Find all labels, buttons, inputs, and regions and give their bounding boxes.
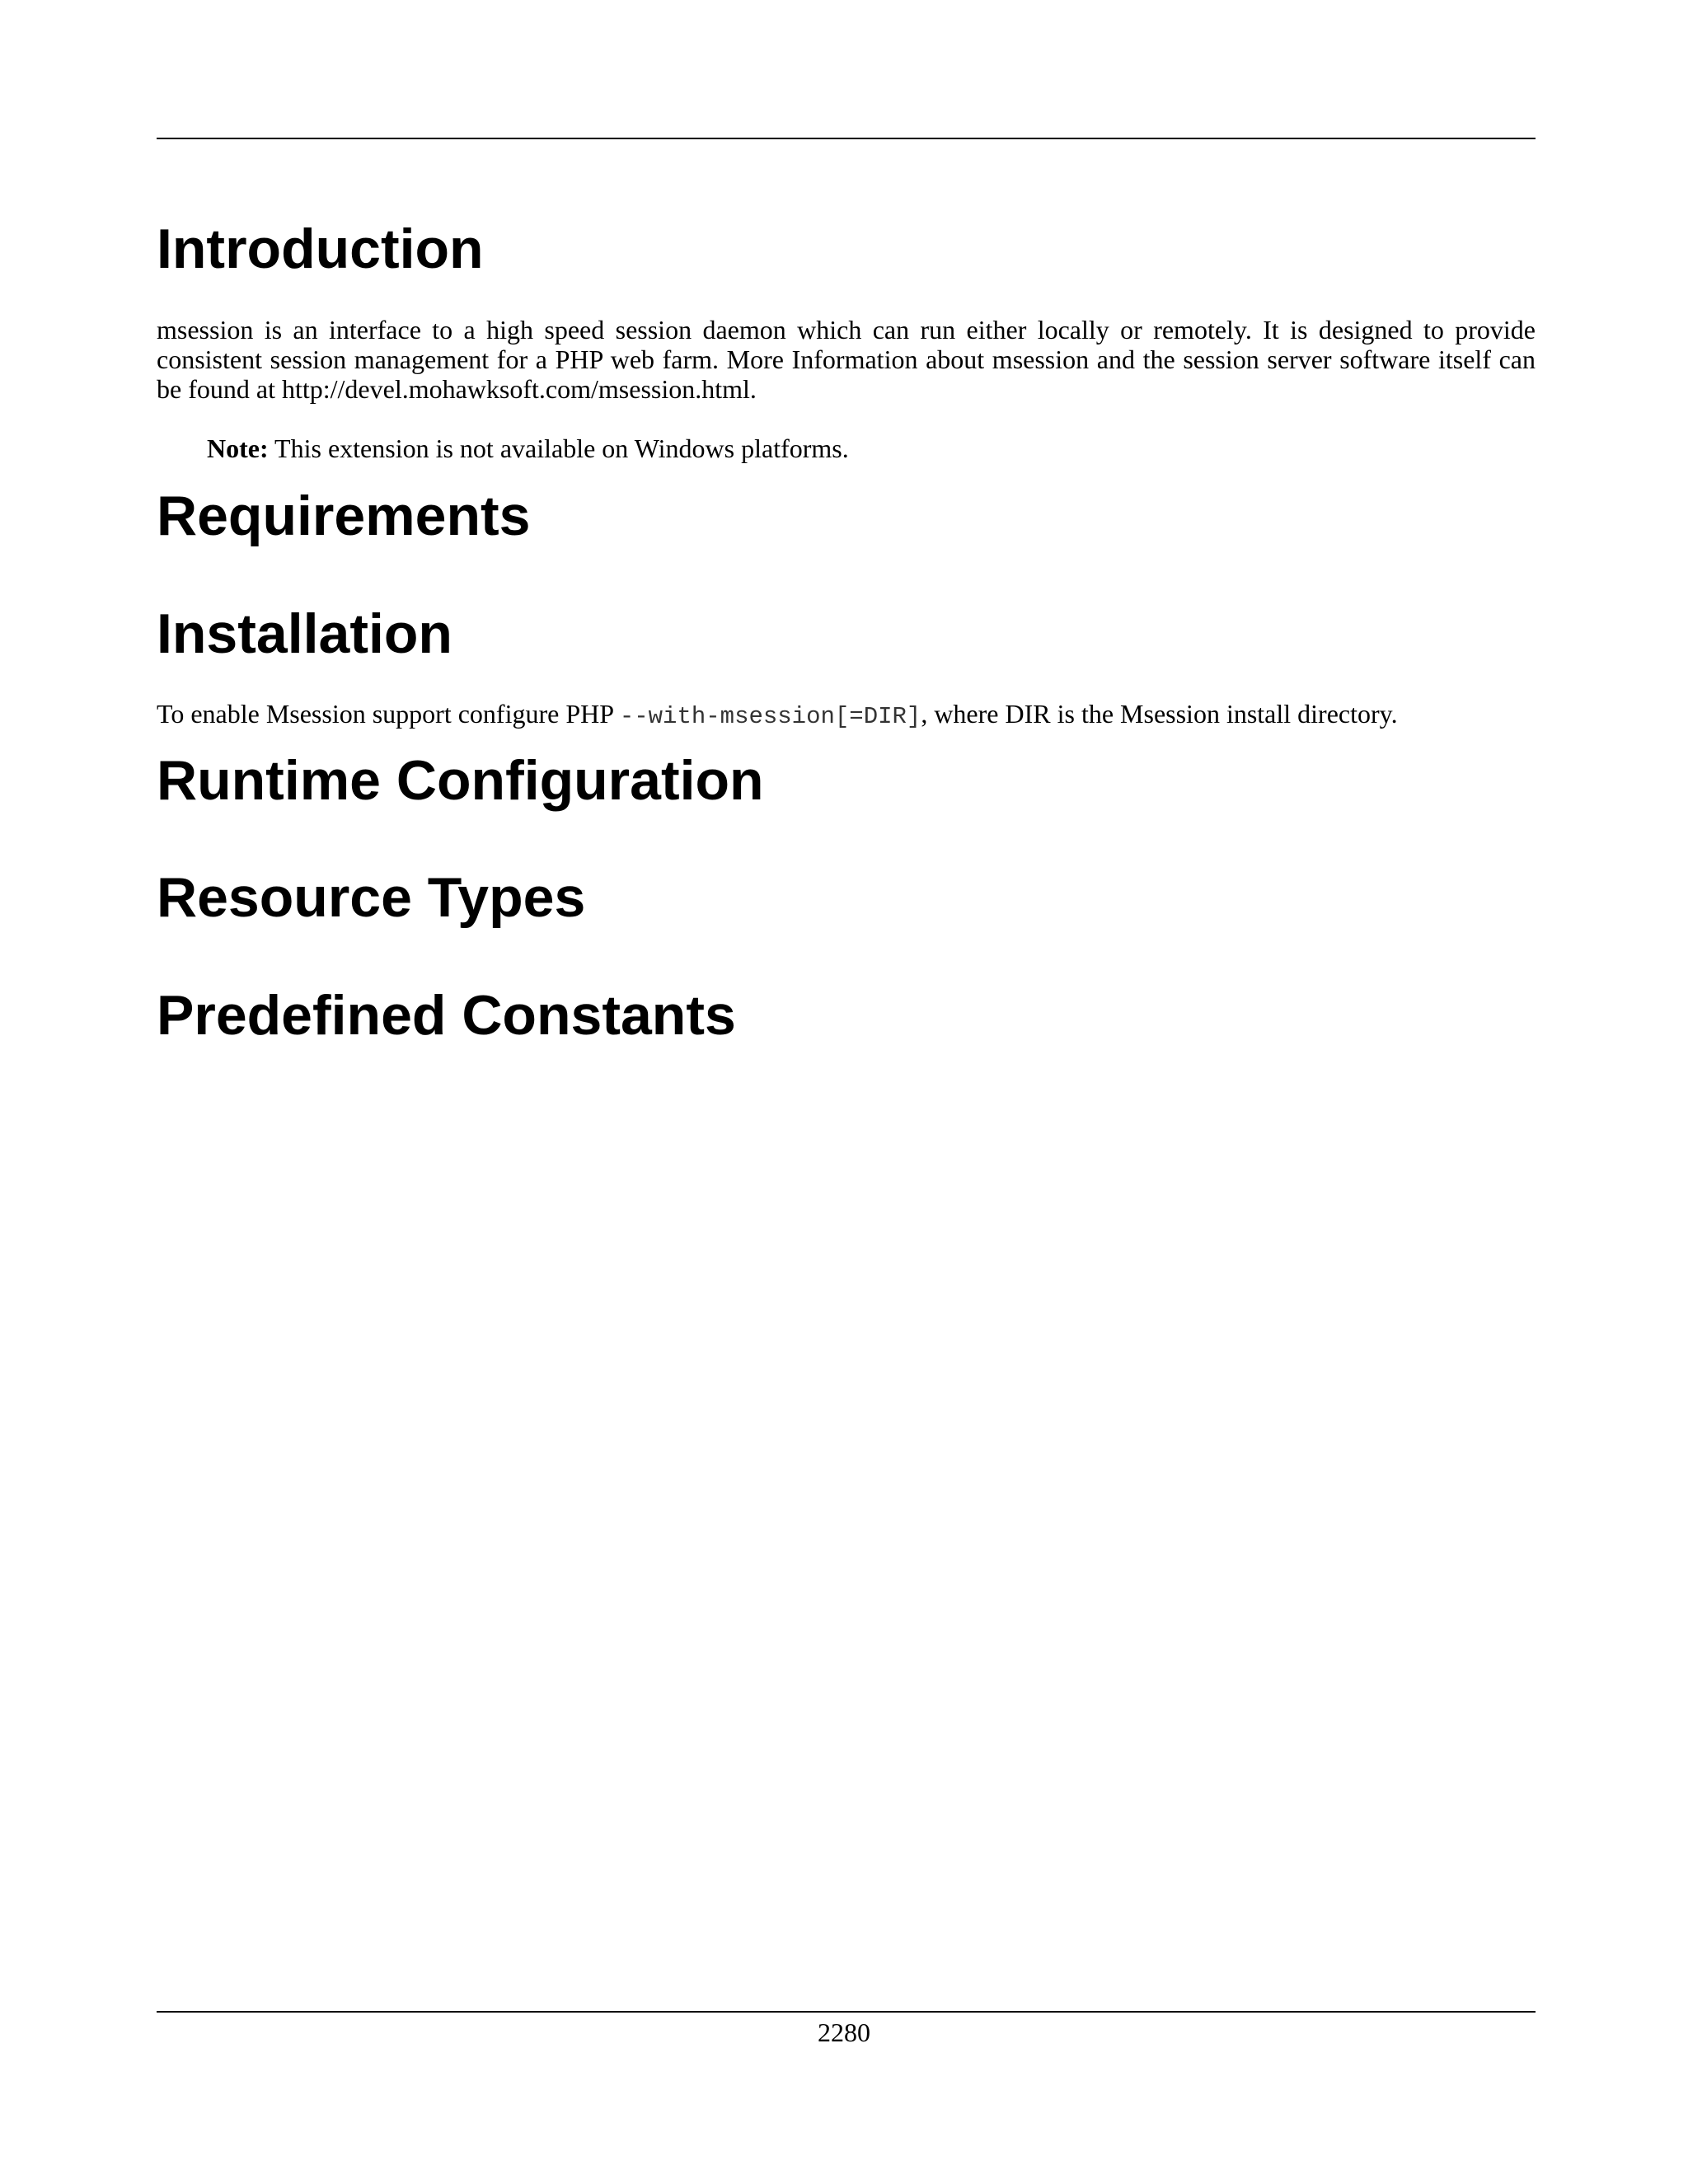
page-number: 2280	[818, 2018, 870, 2047]
heading-installation: Installation	[157, 602, 452, 665]
note	[207, 434, 849, 463]
footer-rule	[157, 2011, 1536, 2013]
introduction-paragraph: msession is an interface to a high speed session daemon which can run either locally or remotely. It is designed to provide consistent session management for a PHP web farm. More Information about msession and the session server software itself can be found at http://devel.mohawksoft.com/msession.html.	[157, 315, 1536, 404]
installation-text-before: To enable Msession support configure PHP	[157, 699, 620, 729]
heading-predefined-constants: Predefined Constants	[157, 984, 736, 1047]
header-rule	[157, 138, 1536, 139]
heading-introduction: Introduction	[157, 218, 484, 280]
installation-paragraph	[157, 699, 1536, 732]
heading-resource-types: Resource Types	[157, 866, 586, 929]
heading-runtime-configuration: Runtime Configuration	[157, 749, 764, 812]
installation-text-after: , where DIR is the Msession install directory.	[921, 699, 1398, 729]
note-text: This extension is not available on Windows platforms.	[268, 434, 849, 463]
configure-option-code: --with-msession[=DIR]	[619, 703, 921, 730]
note-label: Note:	[207, 434, 269, 463]
heading-requirements: Requirements	[157, 485, 531, 547]
